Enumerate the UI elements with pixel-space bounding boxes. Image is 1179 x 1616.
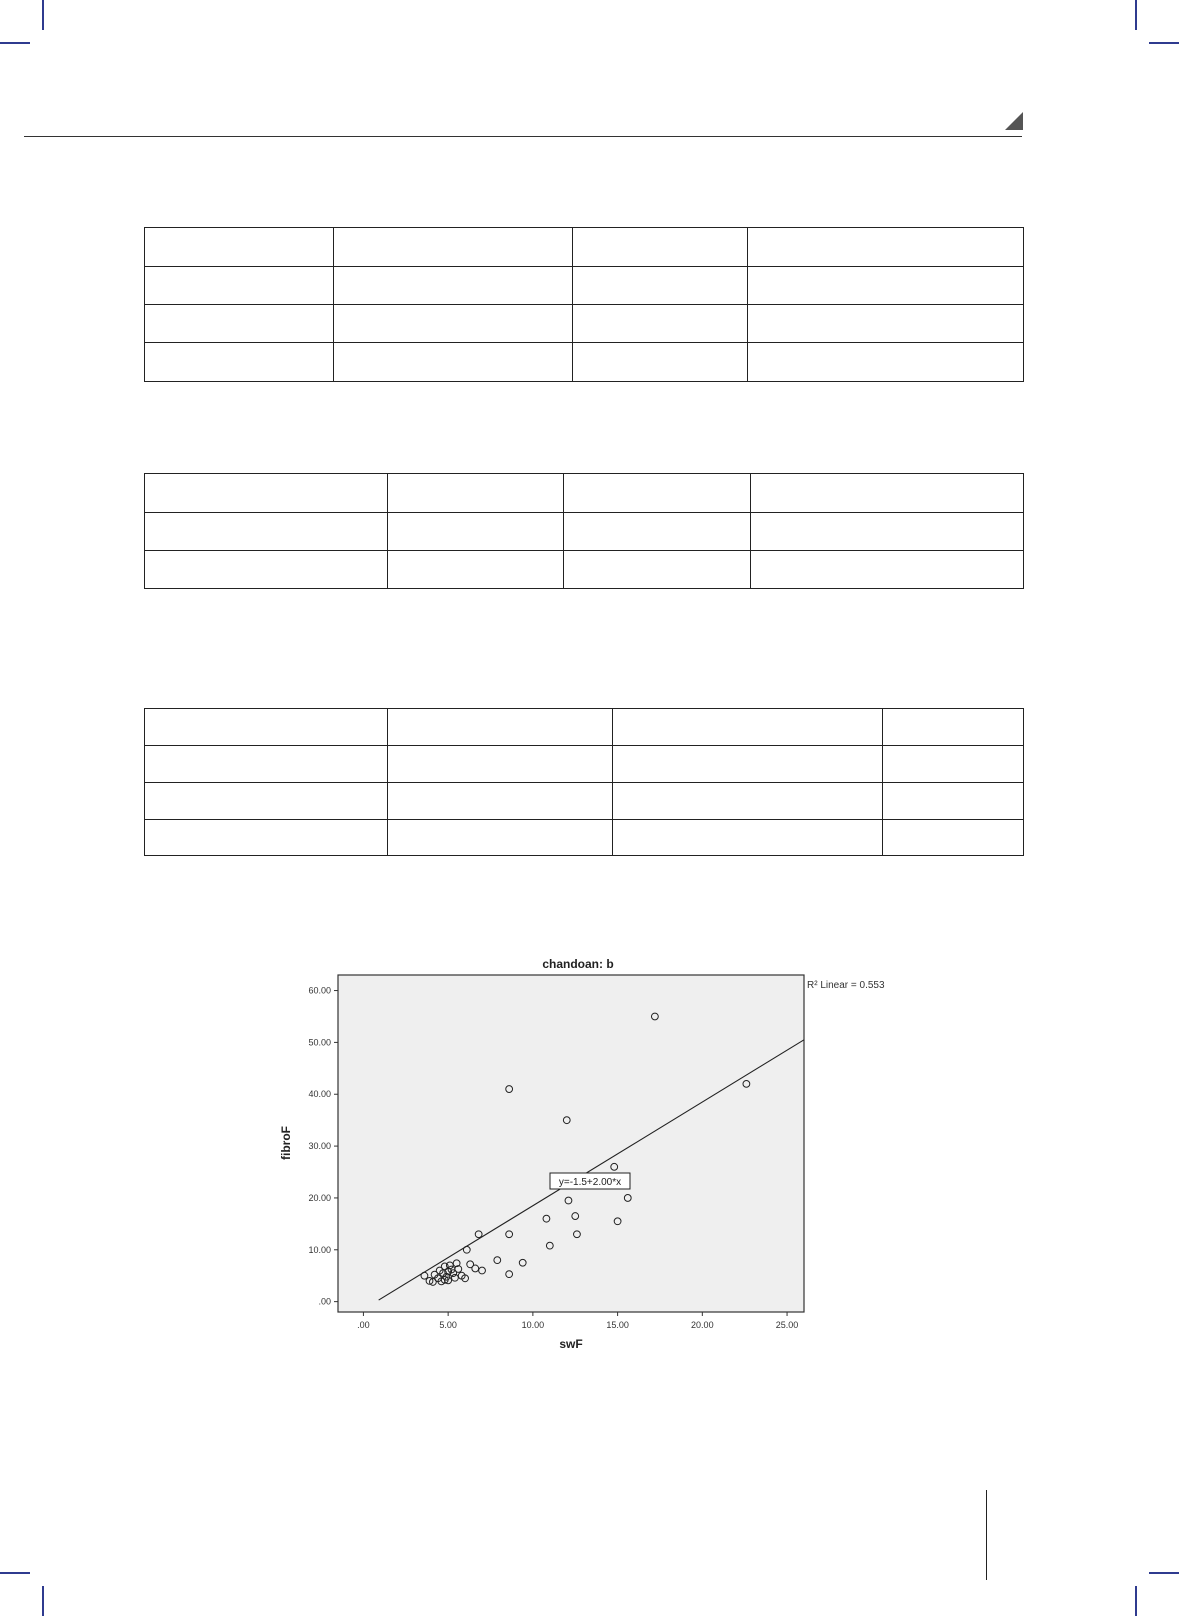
table-row xyxy=(145,783,1024,820)
table-row xyxy=(145,228,1024,267)
table-cell xyxy=(573,267,748,305)
table-cell xyxy=(883,783,1024,820)
table-cell xyxy=(748,267,1024,305)
table-cell xyxy=(145,513,388,551)
crop-mark-top-left-v xyxy=(42,0,44,30)
y-tick-label: 10.00 xyxy=(308,1244,331,1255)
table-3 xyxy=(144,708,1024,856)
x-tick-label: 15.00 xyxy=(606,1320,629,1330)
table-cell xyxy=(145,267,334,305)
y-axis-label: fibroF xyxy=(279,1126,293,1160)
x-axis-label: swF xyxy=(559,1337,583,1351)
table-row xyxy=(145,267,1024,305)
table-cell xyxy=(564,474,751,513)
crop-mark-bottom-left-h xyxy=(0,1572,30,1574)
table-1 xyxy=(144,227,1024,382)
page-number-rule xyxy=(986,1490,987,1580)
table-cell xyxy=(613,709,883,746)
table-cell xyxy=(334,305,573,343)
table-cell xyxy=(613,746,883,783)
table-cell xyxy=(145,746,388,783)
table-cell xyxy=(145,820,388,856)
crop-mark-bottom-right-v xyxy=(1135,1586,1137,1616)
table-row xyxy=(145,513,1024,551)
y-tick-label: 30.00 xyxy=(308,1141,331,1152)
table-cell xyxy=(883,820,1024,856)
table-cell xyxy=(388,474,564,513)
table-cell xyxy=(334,228,573,267)
table-2 xyxy=(144,473,1024,589)
x-tick-label: 20.00 xyxy=(691,1320,714,1330)
table-cell xyxy=(573,305,748,343)
table-cell xyxy=(751,474,1024,513)
y-tick-label: 50.00 xyxy=(308,1037,331,1048)
y-tick-label: 20.00 xyxy=(308,1192,331,1203)
crop-mark-bottom-left-v xyxy=(42,1586,44,1616)
scatter-chart-svg xyxy=(270,950,910,1360)
table-cell xyxy=(388,746,613,783)
table-row xyxy=(145,343,1024,382)
crop-mark-bottom-right-h xyxy=(1149,1572,1179,1574)
table-cell xyxy=(573,228,748,267)
x-tick-label: 5.00 xyxy=(439,1320,457,1330)
table-cell xyxy=(748,228,1024,267)
scatter-chart xyxy=(270,950,910,1360)
table-cell xyxy=(388,513,564,551)
x-tick-label: .00 xyxy=(357,1320,370,1330)
table-cell xyxy=(388,709,613,746)
table-cell xyxy=(145,228,334,267)
table-row xyxy=(145,551,1024,589)
table-cell xyxy=(145,305,334,343)
table-cell xyxy=(573,343,748,382)
table-cell xyxy=(334,267,573,305)
x-tick-label: 25.00 xyxy=(775,1320,799,1330)
table-cell xyxy=(751,551,1024,589)
table-row xyxy=(145,746,1024,783)
table-row xyxy=(145,305,1024,343)
table-cell xyxy=(388,820,613,856)
table-cell xyxy=(564,551,751,589)
table-cell xyxy=(613,783,883,820)
crop-mark-top-right-h xyxy=(1149,42,1179,44)
chart-title: chandoan: b xyxy=(542,957,614,971)
table-cell xyxy=(613,820,883,856)
table-cell xyxy=(564,513,751,551)
table-cell xyxy=(334,343,573,382)
y-tick-label: .00 xyxy=(318,1296,331,1307)
table-cell xyxy=(388,783,613,820)
y-tick-label: 40.00 xyxy=(308,1089,331,1100)
table-cell xyxy=(145,551,388,589)
table-row xyxy=(145,820,1024,856)
table-cell xyxy=(145,709,388,746)
table-cell xyxy=(748,305,1024,343)
table-row xyxy=(145,709,1024,746)
table-cell xyxy=(145,783,388,820)
x-tick-label: 10.00 xyxy=(521,1320,545,1330)
plot-area xyxy=(338,975,804,1312)
legend-r-squared: R² Linear = 0.553 xyxy=(807,980,885,991)
y-tick-label: 60.00 xyxy=(308,985,331,996)
crop-mark-top-left-h xyxy=(0,42,30,44)
table-cell xyxy=(883,709,1024,746)
table-cell xyxy=(883,746,1024,783)
table-cell xyxy=(748,343,1024,382)
table-cell xyxy=(388,551,564,589)
table-cell xyxy=(751,513,1024,551)
equation-label: y=-1.5+2.00*x xyxy=(558,1177,622,1188)
table-cell xyxy=(145,343,334,382)
crop-mark-top-right-v xyxy=(1135,0,1137,30)
page-corner-icon xyxy=(1005,112,1023,130)
table-row xyxy=(145,474,1024,513)
equation-annotation xyxy=(550,1173,630,1189)
header-rule xyxy=(24,136,1022,137)
table-cell xyxy=(145,474,388,513)
